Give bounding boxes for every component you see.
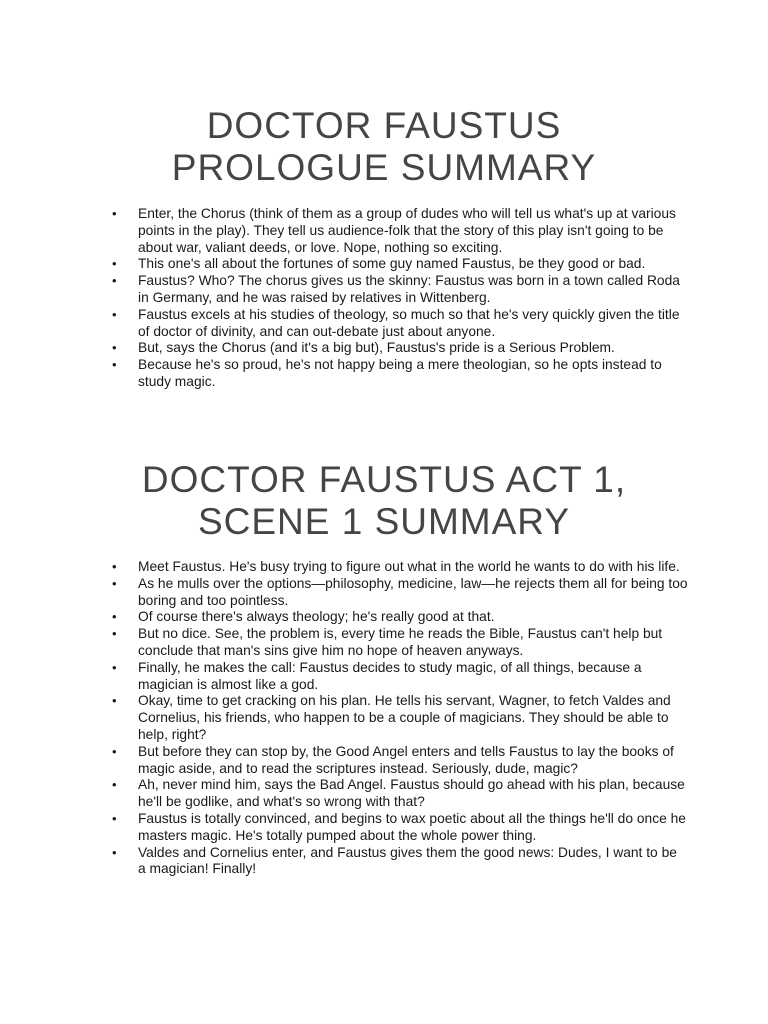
list-item: • Finally, he makes the call: Faustus decides to study magic, of all things, because a magician is almost like a god. — [108, 660, 688, 694]
prologue-heading-line1: DOCTOR FAUSTUS — [206, 105, 562, 146]
list-item: • But no dice. See, the problem is, every time he reads the Bible, Faustus can't help but conclude that man's sins give him no hope of heaven anyways. — [108, 626, 688, 660]
act1-heading-line2: SCENE 1 SUMMARY — [197, 501, 571, 542]
list-item: • Of course there's always theology; he's really good at that. — [108, 609, 688, 626]
list-item: • But before they can stop by, the Good Angel enters and tells Faustus to lay the books of magic aside, and to read the scriptures instead. Seriously, dude, magic? — [108, 744, 688, 778]
prologue-heading — [100, 105, 668, 189]
list-item: • But, says the Chorus (and it's a big but), Faustus's pride is a Serious Problem. — [108, 340, 688, 357]
act1-bullet-list — [108, 559, 688, 878]
act1-heading-line1: DOCTOR FAUSTUS ACT 1, — [141, 459, 627, 500]
list-item: • Faustus excels at his studies of theology, so much so that he's very quickly given the title of doctor of divinity, and can out-debate just about anyone. — [108, 307, 688, 341]
list-item: • Meet Faustus. He's busy trying to figure out what in the world he wants to do with his life. — [108, 559, 688, 576]
list-item: • Faustus is totally convinced, and begins to wax poetic about all the things he'll do once he masters magic. He's totally pumped about the whole power thing. — [108, 811, 688, 845]
list-item: • As he mulls over the options—philosophy, medicine, law—he rejects them all for being too boring and too pointless. — [108, 576, 688, 610]
prologue-bullet-list — [108, 206, 688, 391]
list-item: • Enter, the Chorus (think of them as a group of dudes who will tell us what's up at various points in the play). They tell us audience-folk that the story of this play isn't going to be about war, valiant deeds, or love. Nope, nothing so exciting. — [108, 206, 688, 256]
list-item: • Valdes and Cornelius enter, and Faustus gives them the good news: Dudes, I want to be a magician! Finally! — [108, 845, 688, 879]
list-item: • This one's all about the fortunes of some guy named Faustus, be they good or bad. — [108, 256, 688, 273]
act1-heading — [100, 459, 668, 543]
list-item: • Ah, never mind him, says the Bad Angel. Faustus should go ahead with his plan, because he'll be godlike, and what's so wrong with that? — [108, 777, 688, 811]
prologue-heading-line2: PROLOGUE SUMMARY — [171, 147, 597, 188]
list-item: • Faustus? Who? The chorus gives us the skinny: Faustus was born in a town called Roda in Germany, and he was raised by relatives in Wittenberg. — [108, 273, 688, 307]
list-item: • Okay, time to get cracking on his plan. He tells his servant, Wagner, to fetch Valdes and Cornelius, his friends, who happen to be a couple of magicians. They should be able to help, right? — [108, 693, 688, 743]
list-item: • Because he's so proud, he's not happy being a mere theologian, so he opts instead to study magic. — [108, 357, 688, 391]
